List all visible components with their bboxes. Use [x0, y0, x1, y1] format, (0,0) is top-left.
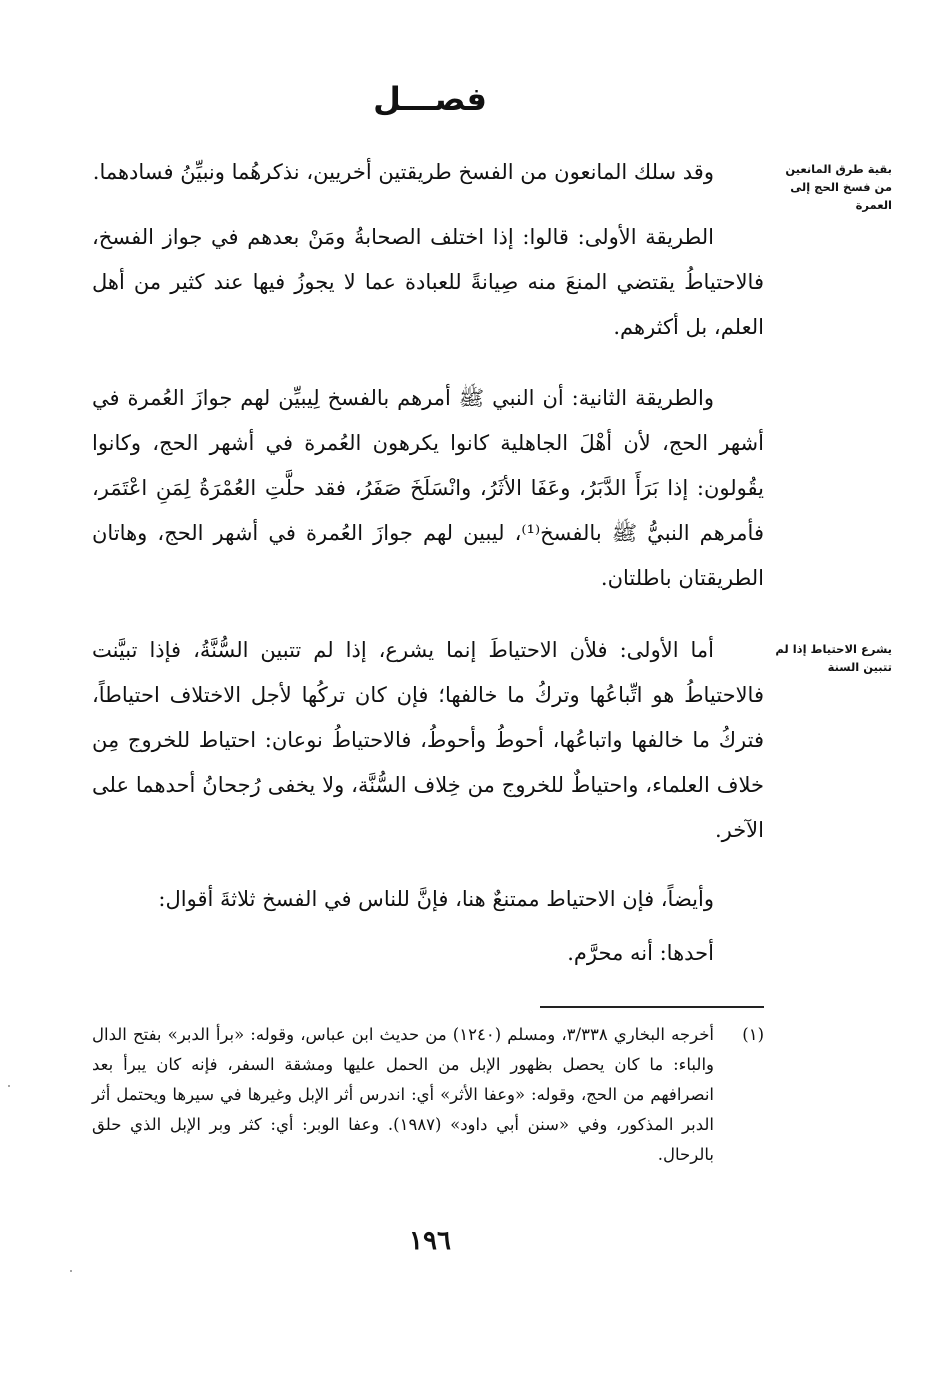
margin-note-precaution: يشرع الاحتياط إذا لم تتبين السنة	[775, 642, 892, 674]
paragraph-first-method: الطريقة الأولى: قالوا: إذا اختلف الصحابةُ ومَنْ بعدهم في جواز الفسخ، فالاحتياطُ يقتضي المنعَ منه صِيانةً للعبادة عما لا يجوزُ فيها عند كثير من أهل العلم، بل أكثرهم.	[92, 225, 764, 339]
paragraph-first-opinion: أحدها: أنه محرَّم.	[567, 941, 714, 965]
paragraph-second-method: والطريقة الثانية: أن النبي ﷺ أمرهم بالفسخ لِيبيِّن لهم جوازَ العُمرة في أشهر الحج، لأن أهْلَ الجاهلية كانوا يكرهون العُمرة في أشهر الحج، وكانوا يقُولون: إذا بَرَأَ الدَّبَرُ، وعَفَا الأثَرُ، وانْسَلَخَ صَفَرُ، فقد حلَّتِ العُمْرَةُ لِمَنِ اعْتَمَر، فأمرهم النبيُّ ﷺ بالفسخ⁽¹⁾، ليبين لهم جوازَ العُمرة في أشهر الحج، وهاتان الطريقتان باطلتان.	[92, 386, 764, 590]
page-number: ١٩٦	[409, 1226, 451, 1256]
scan-speck	[8, 1085, 10, 1087]
paragraph-refutation-block	[92, 628, 764, 853]
paragraph-second-method-block	[92, 376, 764, 601]
paragraph-three-opinions: وأيضاً، فإن الاحتياط ممتنعٌ هنا، فإنَّ للناس في الفسخ ثلاثةَ أقوال:	[158, 887, 714, 911]
paragraph-refutation-first: أما الأولى: فلأن الاحتياطَ إنما يشرع، إذا لم تتبين السُّنَّةُ، فإذا تبيَّنت فالاحتياطُ هو اتِّباعُها وتركُ ما خالفها؛ فإن كان تركُها لأجل الاختلاف احتياطاً، فتركُ ما خالفها واتباعُها، أحوطُ وأحوطُ، فالاحتياطُ نوعان: احتياط للخروج مِن خلاف العلماء، واحتياطٌ للخروج من خِلاف السُّنَّة، ولا يخفى رُجحانُ أحدهما على الآخر.	[92, 638, 764, 842]
scan-speck	[70, 1270, 72, 1272]
paragraph-intro-block	[92, 150, 764, 195]
paragraph-first-method-block	[92, 215, 764, 350]
footnote-number: (١)	[742, 1025, 764, 1044]
margin-note-remaining-methods: بقية طرق المانعين من فسخ الحج إلى العمرة	[785, 162, 892, 212]
footnote	[92, 1020, 764, 1170]
paragraph-first-opinion-block	[92, 931, 764, 976]
chapter-title: فصـــل	[373, 80, 487, 118]
paragraph-also-block	[92, 877, 764, 922]
paragraph-intro: وقد سلك المانعون من الفسخ طريقتين أخريين، نذكرهُما ونبيِّنُ فسادهما.	[92, 160, 714, 184]
footnote-separator	[540, 1006, 764, 1008]
footnote-text: أخرجه البخاري ٣/٣٣٨، ومسلم (١٢٤٠) من حديث ابن عباس، وقوله: «برأ الدبر» بفتح الدال والباء: ما كان يحصل بظهور الإبل من الحمل عليها ومشقة السفر، فإنه كان يبرأ بعد انصرافهم من الحج، وقوله: «وعفا الأثر» أي: اندرس أثر الإبل وغيرها في سيرها ويحتمل أثر الدبر المذكور، وفي «سنن أبي داود» (١٩٨٧). وعفا الوبر: أي: كثر وبر الإبل الذي حلق بالرحال.	[92, 1025, 715, 1164]
